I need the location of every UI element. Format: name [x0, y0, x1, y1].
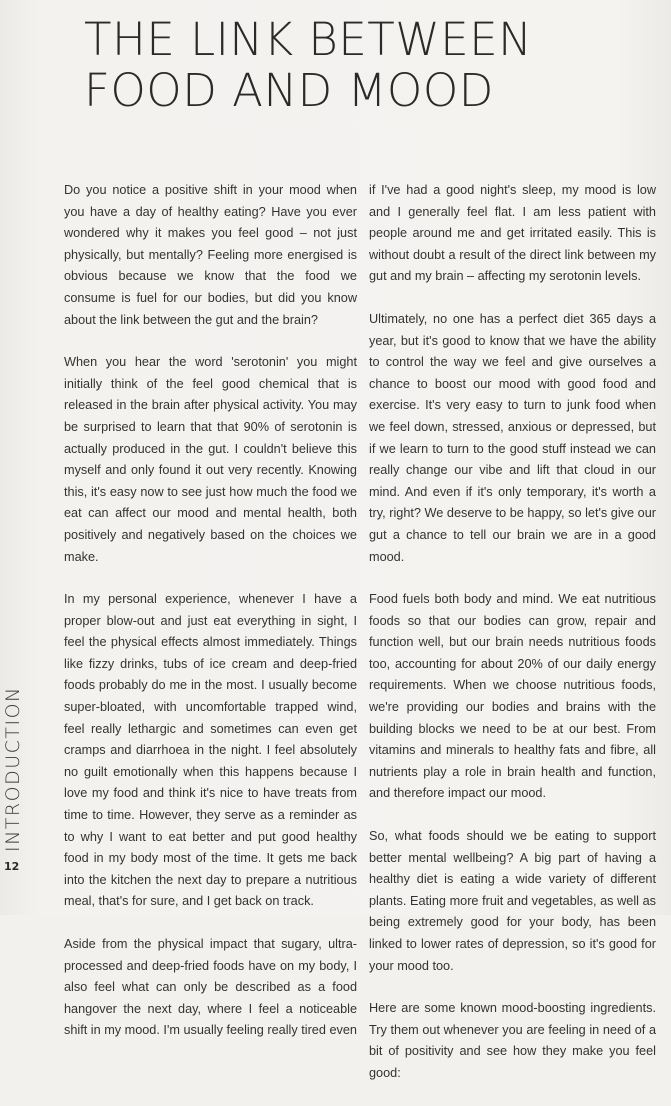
- paragraph: When you hear the word 'serotonin' you might initially think of the feel good chemical that is released in the brain after physical activity. You may be surprised to learn that that 90% of serotonin is actually produced in the gut. I couldn't believe this myself and only found it out very recently. Knowing this, it's easy now to see just how much the food we eat can affect our mood and mental health, both positively and negatively based on the choices we make.: [64, 355, 357, 564]
- paragraph: In my personal experience, whenever I have a proper blow-out and just eat everything in sight, I feel the physical effects almost immediately. Things like fizzy drinks, tubs of ice cream and deep-fried foods probably do me in the most. I usually become super-bloated, with uncomfortable trapped wind, feel really lethargic and sometimes can even get cramps and diarrhoea in the night. I feel absolutely no guilt emotionally when this happens because I love my food and think it's nice to have treats from time to time. However, they serve as a reminder as to why I want to eat better and put good healthy food in my body most of the time. It gets me back into the kitchen the next day to prepare a nutritious meal, that's for sure, and I get back on track.: [64, 592, 357, 909]
- paragraph: if I've had a good night's sleep, my mood is low and I generally feel flat. I am less patient with people around me and get irritated easily. This is without doubt a result of the direct link between my gut and my brain – affecting my serotonin levels.: [369, 183, 656, 284]
- paragraph: Here are some known mood-boosting ingredients. Try them out whenever you are feeling in need of a bit of positivity and see how they make you feel good:: [369, 1001, 656, 1080]
- paragraph: Do you notice a positive shift in your mood when you have a day of healthy eating? Have you ever wondered why it makes you feel good – not just physically, but mentally? Feeling more energised is obvious because we know that the food we consume is fuel for our bodies, but did you know about the link between the gut and the brain?: [64, 183, 357, 327]
- section-label: INTRODUCTION: [2, 686, 24, 852]
- page-title: THE LINK BETWEEN FOOD AND MOOD: [84, 13, 533, 117]
- paragraph: Food fuels both body and mind. We eat nutritious foods so that our bodies can grow, repair and function well, but our brain needs nutritious foods too, accounting for about 20% of our daily energy requirements. When we choose nutritious foods, we're providing our bodies and brains with the building blocks we need to be at our best. From vitamins and minerals to healthy fats and fibre, all nutrients play a role in brain health and function, and therefore impact our mood.: [369, 592, 656, 801]
- right-text-column: [369, 180, 656, 1106]
- paragraph: Aside from the physical impact that sugary, ultra-processed and deep-fried foods have on my body, I also feel what can only be described as a food hangover the next day, where I feel a noticeable shift in my mood. I'm usually feeling really tired even: [64, 937, 357, 1038]
- left-text-column: [64, 180, 357, 1063]
- paragraph: So, what foods should we be eating to support better mental wellbeing? A big part of having a healthy diet is eating a wide variety of different plants. Eating more fruit and vegetables, as well as being extremely good for your body, has been linked to lower rates of depression, so it's good for your mood too.: [369, 829, 656, 973]
- page-number: 12: [4, 860, 20, 873]
- paragraph: Ultimately, no one has a perfect diet 365 days a year, but it's good to know that we have the ability to control the way we feel and give ourselves a chance to boost our mood with good food and exercise. It's very easy to turn to junk food when we feel down, stressed, anxious or depressed, but if we learn to turn to the good stuff instead we can really change our vibe and lift that cloud in our mind. And even if it's only temporary, it's worth a try, right? We deserve to be happy, so let's give our gut a chance to tell our brain we are in a good mood.: [369, 311, 656, 564]
